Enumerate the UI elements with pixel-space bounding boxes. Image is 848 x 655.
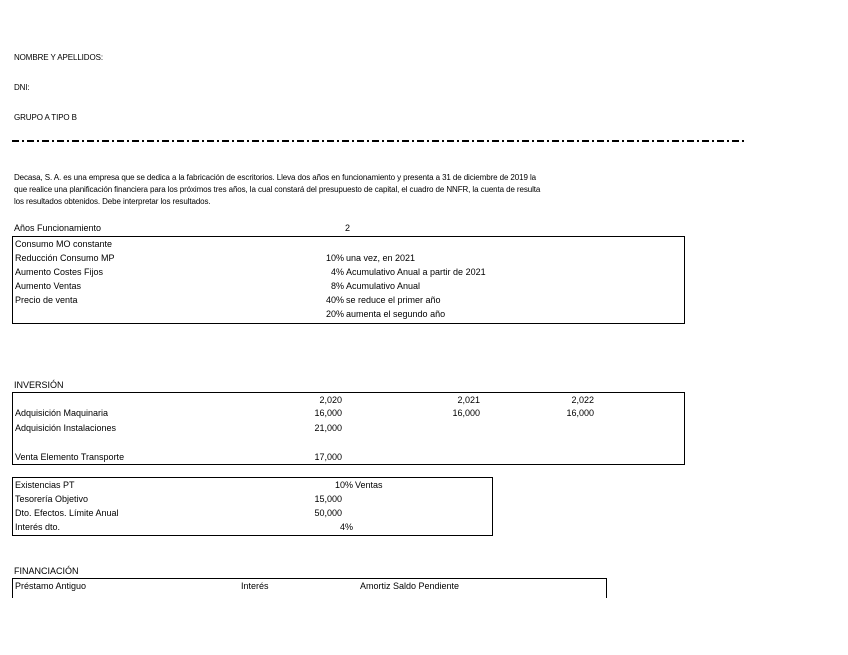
otros-label: Interés dto.	[15, 522, 61, 532]
otros-value: 15,000	[314, 494, 342, 504]
param-note: Acumulativo Anual a partir de 2021	[346, 267, 486, 277]
otros-box	[12, 477, 493, 536]
inversion-row-label: Venta Elemento Transporte	[15, 452, 125, 462]
dni-label: DNI:	[14, 83, 30, 92]
year-header: 2,022	[571, 395, 594, 405]
otros-value: 10%	[334, 480, 353, 490]
intro-line-1: Decasa, S. A. es una empresa que se dedica a la fabricación de escritorios. Lleva dos años en funcionamiento y presenta a 31 de diciembre de 2019 la	[14, 173, 536, 182]
param-value: 4%	[330, 267, 344, 277]
inversion-cell: 21,000	[314, 423, 342, 433]
param-note: aumenta el segundo año	[346, 309, 446, 319]
param-note: una vez, en 2021	[346, 253, 416, 263]
inversion-cell: 16,000	[314, 408, 342, 418]
dashed-divider	[12, 140, 747, 142]
param-label: Aumento Costes Fijos	[15, 267, 104, 277]
financiacion-col-amortiz: Amortiz Saldo Pendiente	[360, 581, 460, 591]
param-note: se reduce el primer año	[346, 295, 441, 305]
otros-value: 50,000	[314, 508, 342, 518]
year-header: 2,020	[319, 395, 342, 405]
param-value: 20%	[325, 309, 344, 319]
nombre-label: NOMBRE Y APELLIDOS:	[14, 53, 103, 62]
year-header: 2,021	[457, 395, 480, 405]
param-note: Acumulativo Anual	[346, 281, 421, 291]
otros-label: Tesorería Objetivo	[15, 494, 89, 504]
otros-note: Ventas	[355, 480, 383, 490]
param-label: Precio de venta	[15, 295, 78, 305]
financiacion-col-interes: Interés	[241, 581, 269, 591]
inversion-cell: 16,000	[566, 408, 594, 418]
otros-label: Dto. Efectos. Límite Anual	[15, 508, 119, 518]
financiacion-box	[12, 578, 607, 598]
inversion-cell: 16,000	[452, 408, 480, 418]
param-value: 8%	[330, 281, 344, 291]
financiacion-title: FINANCIACIÓN	[14, 566, 79, 576]
param-label: Reducción Consumo MP	[15, 253, 115, 263]
intro-line-3: los resultados obtenidos. Debe interpretar los resultados.	[14, 197, 211, 206]
param-label: Consumo MO constante	[15, 239, 113, 249]
financiacion-col-prestamo: Préstamo Antiguo	[15, 581, 87, 591]
intro-line-2: que realice una planificación financiera para los próximos tres años, la cual constará del presupuesto de capital, el cuadro de NNFR, la cuenta de resulta	[14, 185, 541, 194]
param-value: 40%	[325, 295, 344, 305]
param-value: 10%	[325, 253, 344, 263]
inversion-cell: 17,000	[314, 452, 342, 462]
otros-value: 4%	[339, 522, 353, 532]
param-label: Aumento Ventas	[15, 281, 82, 291]
otros-label: Existencias PT	[15, 480, 75, 490]
anos-label: Años Funcionamiento	[14, 223, 102, 233]
inversion-row-label: Adquisición Maquinaria	[15, 408, 109, 418]
inversion-row-label: Adquisición Instalaciones	[15, 423, 117, 433]
inversion-title: INVERSIÓN	[14, 380, 64, 390]
grupo-label: GRUPO A TIPO B	[14, 113, 77, 122]
anos-value: 2	[345, 223, 351, 233]
